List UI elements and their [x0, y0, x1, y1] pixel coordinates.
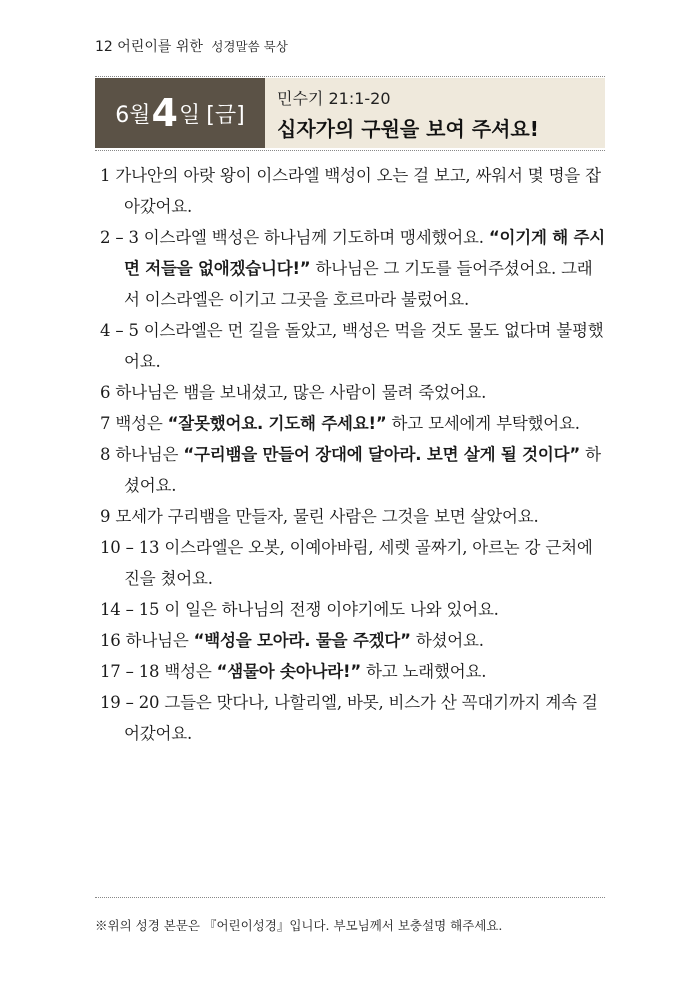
book-subtitle: 성경말씀 묵상: [211, 39, 288, 54]
title-dotted-rule: [95, 150, 605, 151]
verse-paragraph: [100, 315, 605, 377]
verse-paragraph: [100, 532, 605, 594]
page-number: 12: [95, 39, 113, 55]
verse-quote: “잘못했어요. 기도해 주세요!”: [167, 414, 387, 433]
verse-paragraph: [100, 501, 605, 532]
verse-paragraph: [100, 656, 605, 687]
verse-list: [100, 160, 605, 749]
verse-text: 하고 모세에게 부탁했어요.: [386, 414, 580, 433]
scripture-reference: 민수기 21:1-20: [277, 89, 391, 108]
running-head: [95, 36, 288, 56]
verse-paragraph: [100, 408, 605, 439]
date-day: 4: [151, 91, 178, 135]
verse-paragraph: [100, 160, 605, 222]
verse-quote: “이기게 해 주시면 저들을 없애겠습니다!”: [124, 228, 606, 278]
verse-quote: “구리뱀을 만들어 장대에 달아라. 보면 살게 될 것이다”: [183, 445, 581, 464]
verse-text: 19 – 20 그들은 맛다나, 나할리엘, 바못, 비스가 산 꼭대기까지 계속 걸어갔어요.: [100, 693, 598, 743]
verse-text: 14 – 15 이 일은 하나님의 전쟁 이야기에도 나와 있어요.: [100, 600, 499, 619]
devotion-title: 십자가의 구원을 보여 주셔요!: [277, 117, 539, 141]
verse-text: 하고 노래했어요.: [360, 662, 487, 681]
verse-text: 4 – 5 이스라엘은 먼 길을 돌았고, 백성은 먹을 것도 물도 없다며 불평했어요.: [100, 321, 604, 371]
verse-text: 2 – 3 이스라엘 백성은 하나님께 기도하며 맹세했어요.: [100, 228, 489, 247]
date-suffix: 일: [179, 102, 201, 128]
verse-quote: “백성을 모아라. 물을 주겠다”: [193, 631, 411, 650]
verse-text: 9 모세가 구리뱀을 만들자, 물린 사람은 그것을 보면 살았어요.: [100, 507, 539, 526]
verse-paragraph: [100, 594, 605, 625]
verse-text: 6 하나님은 뱀을 보내셨고, 많은 사람이 물려 죽었어요.: [100, 383, 487, 402]
verse-text: 하셨어요.: [124, 445, 601, 495]
title-box: [265, 78, 605, 148]
book-title: 어린이를 위한: [117, 39, 203, 55]
verse-paragraph: [100, 222, 605, 315]
verse-quote: “샘물아 솟아나라!”: [216, 662, 361, 681]
verse-paragraph: [100, 439, 605, 501]
verse-text: 17 – 18 백성은: [100, 662, 217, 681]
date-weekday: [금]: [206, 102, 245, 128]
verse-text: 8 하나님은: [100, 445, 184, 464]
verse-paragraph: [100, 625, 605, 656]
verse-text: 하나님은 그 기도를 들어주셨어요. 그래서 이스라엘은 이기고 그곳을 호르마라 불렀어요.: [124, 259, 593, 309]
footnote: ※위의 성경 본문은 『어린이성경』입니다. 부모님께서 보충설명 해주세요.: [95, 918, 503, 933]
bottom-dotted-rule: [95, 897, 605, 898]
verse-text: 10 – 13 이스라엘은 오봇, 이예아바림, 세렛 골짜기, 아르논 강 근처에 진을 쳤어요.: [100, 538, 598, 588]
verse-text: 7 백성은: [100, 414, 168, 433]
verse-text: 1 가나안의 아랏 왕이 이스라엘 백성이 오는 걸 보고, 싸워서 몇 명을 잡아갔어요.: [100, 166, 601, 216]
verse-paragraph: [100, 377, 605, 408]
verse-text: 16 하나님은: [100, 631, 194, 650]
verse-text: 하셨어요.: [410, 631, 484, 650]
date-month: 6월: [115, 102, 151, 128]
top-dotted-rule: [95, 76, 605, 77]
verse-paragraph: [100, 687, 605, 749]
date-box: [95, 78, 265, 148]
